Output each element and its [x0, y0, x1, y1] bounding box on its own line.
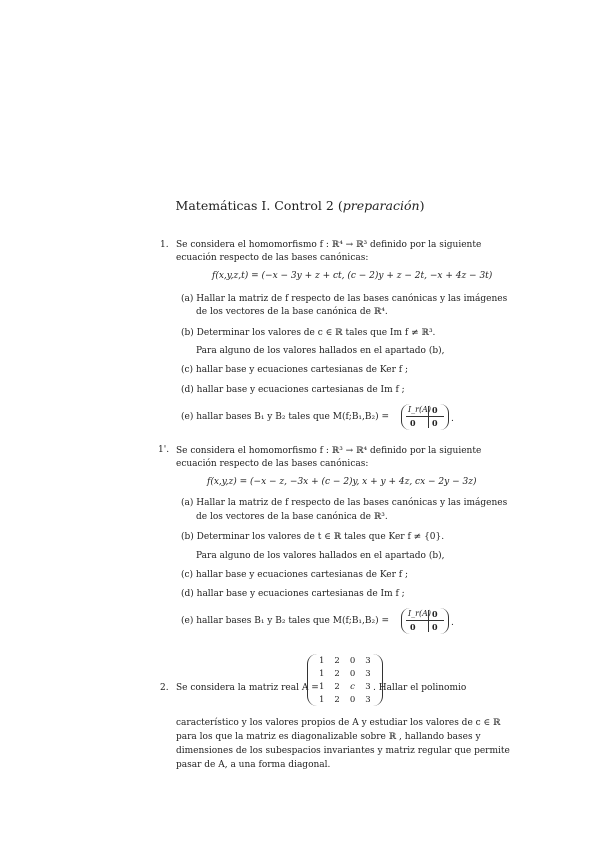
problem-1b-c: (c) hallar base y ecuaciones cartesianas de Ker f ;	[181, 570, 409, 580]
problem-1b-d: (d) hallar base y ecuaciones cartesianas de Im f ;	[181, 589, 405, 599]
problem-1b-intro-1: Se considera el homomorfismo f : ℝ³ → ℝ⁴ definido por la siguiente	[176, 446, 482, 456]
problem-1b-intro-2: ecuación respecto de las bases canónicas:	[176, 459, 369, 469]
problem-1b-formula: f(x,y,z) = (−x − z, −3x + (c − 2)y, x + y + 4z, cx − 2y − 3z)	[207, 477, 477, 487]
matrix-row: 1 2 0 3	[319, 655, 371, 666]
problem-2-line-1: característico y los valores propios de A y estudiar los valores de c ∈ ℝ	[176, 718, 501, 728]
problem-1b-block-matrix: I_r(A) 0 0 0	[401, 608, 449, 634]
problem-1b-note: Para alguno de los valores hallados en el apartado (b),	[196, 551, 445, 561]
problem-2-after: . Hallar el polinomio	[373, 683, 467, 693]
problem-1b-a-2: de los vectores de la base canónica de ℝ³.	[196, 512, 388, 522]
problem-1-intro-1: Se considera el homomorfismo f : ℝ⁴ → ℝ³ definido por la siguiente	[176, 240, 482, 250]
problem-1-number: 1.	[160, 240, 169, 250]
problem-1-d: (d) hallar base y ecuaciones cartesianas de Im f ;	[181, 385, 405, 395]
problem-1-c: (c) hallar base y ecuaciones cartesianas de Ker f ;	[181, 365, 409, 375]
problem-1-a-1: (a) Hallar la matriz de f respecto de las bases canónicas y las imágenes	[181, 294, 508, 304]
problem-2-matrix	[307, 654, 383, 706]
problem-1b-a-1: (a) Hallar la matriz de f respecto de las bases canónicas y las imágenes	[181, 498, 508, 508]
problem-1-b: (b) Determinar los valores de c ∈ ℝ tales que Im f ≠ ℝ³.	[181, 328, 436, 338]
problem-1-e: (e) hallar bases B₁ y B₂ tales que M(f;B₁,B₂) =	[181, 412, 390, 422]
page-title: Matemáticas I. Control 2 (preparación)	[175, 198, 425, 213]
problem-1-note: Para alguno de los valores hallados en el apartado (b),	[196, 346, 445, 356]
problem-2-number: 2.	[160, 683, 169, 693]
problem-1-formula: f(x,y,z,t) = (−x − 3y + z + ct, (c − 2)y + z − 2t, −x + 4z − 3t)	[212, 271, 493, 281]
problem-2-intro: Se considera la matriz real A =	[176, 683, 319, 693]
matrix-row: 1 2 0 3	[319, 694, 371, 705]
problem-1b-number: 1'.	[158, 445, 170, 455]
problem-1-a-2: de los vectores de la base canónica de ℝ⁴.	[196, 307, 388, 317]
problem-1-intro-2: ecuación respecto de las bases canónicas:	[176, 253, 369, 263]
problem-2-line-4: pasar de A, a una forma diagonal.	[176, 760, 331, 770]
problem-1b-b: (b) Determinar los valores de t ∈ ℝ tales que Ker f ≠ {0}.	[181, 532, 445, 542]
problem-1b-e: (e) hallar bases B₁ y B₂ tales que M(f;B₁,B₂) =	[181, 616, 390, 626]
matrix-row: 1 2 0 3	[319, 668, 371, 679]
document-page: Matemáticas I. Control 2 (preparación) 1. Se considera el homomorfismo f : ℝ⁴ → ℝ³ definido por la siguiente ecuación respecto de las bases canónicas: f(x,y,z,t) = (−x − 3y + z + ct, (c − 2)y + z − 2t, −x + 4z − 3t) (a) Hallar la matriz de f respecto de las bases canónicas y las imágenes de los vectores de la base canónica de ℝ⁴. (b) Determinar los valores de c ∈ ℝ tales que Im f ≠ ℝ³. Para alguno de los valores hallados en el apartado (b), (c) hallar base y ecuaciones cartesianas de Ker f ; (d) hallar base y ecuaciones cartesianas de Im f ; (e) hallar bases B₁ y B₂ tales que M(f;B₁,B₂) = I_r(A) 0 0 0 . 1'. Se considera el homomorfismo f : ℝ³ → ℝ⁴ definido por la siguiente ecuación respecto de las bases canónicas: f(x,y,z) = (−x − z, −3x + (c − 2)y, x + y + 4z, cx − 2y − 3z) (a) Hallar la matriz de f respecto de las bases canónicas y las imágenes de los vectores de la base canónica de ℝ³. (b) Determinar los valores de t ∈ ℝ tales que Ker f ≠ {0}. Para alguno de los valores hallados en el apartado (b), (c) hallar base y ecuaciones cartesianas de Ker f ; (d) hallar base y ecuaciones cartesianas de Im f ; (e) hallar bases B₁ y B₂ tales que M(f;B₁,B₂) = I_r(A) 0 0 0 . 2. Se considera la matriz real A = 1 2 0 3 1 2 0 3 1 2 c 3 1 2 0 3 . Hallar el polinomio característico y los valores propios de A y estudiar los valores de c ∈ ℝ para los que la matriz es diagonalizable sobre ℝ , hallando bases y dimensiones de los subespacios invariantes y matriz regular que permite pasar de A, a una forma diagonal.	[0, 0, 600, 848]
problem-2-line-3: dimensiones de los subespacios invariantes y matriz regular que permite	[176, 746, 510, 756]
problem-2-line-2: para los que la matriz es diagonalizable sobre ℝ , hallando bases y	[176, 732, 481, 742]
matrix-row: 1 2 c 3	[319, 681, 371, 692]
problem-1-block-matrix: I_r(A) 0 0 0	[401, 404, 449, 430]
